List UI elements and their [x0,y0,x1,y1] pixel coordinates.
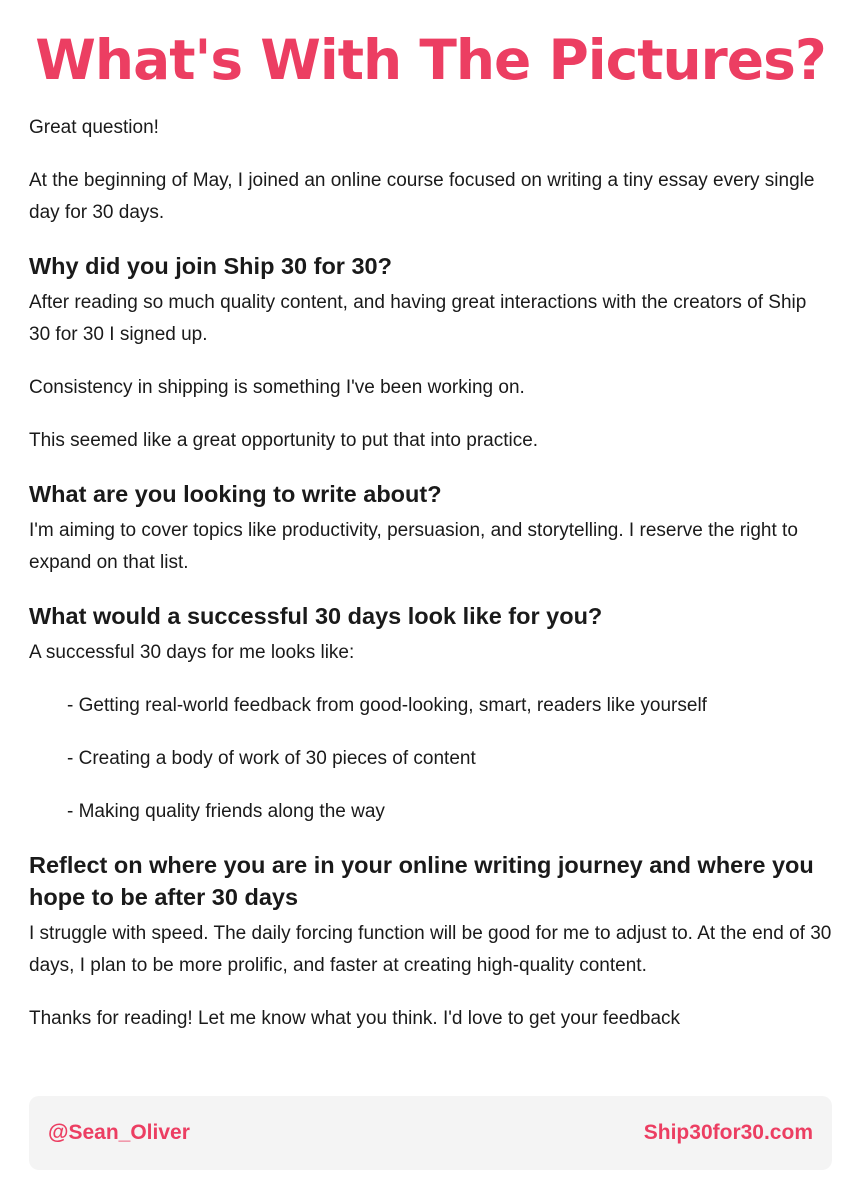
essay-body [29,112,832,1035]
list-item: - Making quality friends along the way [67,801,385,822]
section-heading: Why did you join Ship 30 for 30? [29,253,392,279]
closing-paragraph: Thanks for reading! Let me know what you think. I'd love to get your feedback [29,1008,681,1029]
section-paragraph: Consistency in shipping is something I've been working on. [29,377,525,398]
section-reflect [29,849,832,1035]
site-link[interactable]: Ship30for30.com [643,1121,813,1144]
list-item: - Creating a body of work of 30 pieces of content [67,748,476,769]
section-write-about [29,478,832,579]
intro-paragraph: Great question! [29,117,159,138]
section-paragraph: I struggle with speed. The daily forcing function will be good for me to adjust to. At the end of 30 days, I plan to be more prolific, and faster at creating high-quality content. [29,923,832,976]
section-paragraph: A successful 30 days for me looks like: [29,642,355,663]
section-heading: What would a successful 30 days look like for you? [29,603,603,629]
section-why-join [29,250,832,457]
section-paragraph: After reading so much quality content, and having great interactions with the creators of Ship 30 for 30 I signed up. [29,292,807,345]
section-paragraph: This seemed like a great opportunity to put that into practice. [29,430,539,451]
list-item: - Getting real-world feedback from good-looking, smart, readers like yourself [67,695,707,716]
page-title: What's With The Pictures? [35,28,826,92]
section-successful-30-days [29,600,832,828]
section-heading: Reflect on where you are in your online writing journey and where you hope to be after 30 days [29,852,814,910]
section-paragraph: I'm aiming to cover topics like productivity, persuasion, and storytelling. I reserve the right to expand on that list. [29,520,798,573]
section-heading: What are you looking to write about? [29,481,442,507]
author-handle-link[interactable]: @Sean_Oliver [48,1121,190,1144]
footer-bar [29,1096,832,1170]
intro-paragraph: At the beginning of May, I joined an online course focused on writing a tiny essay every single day for 30 days. [29,170,815,223]
